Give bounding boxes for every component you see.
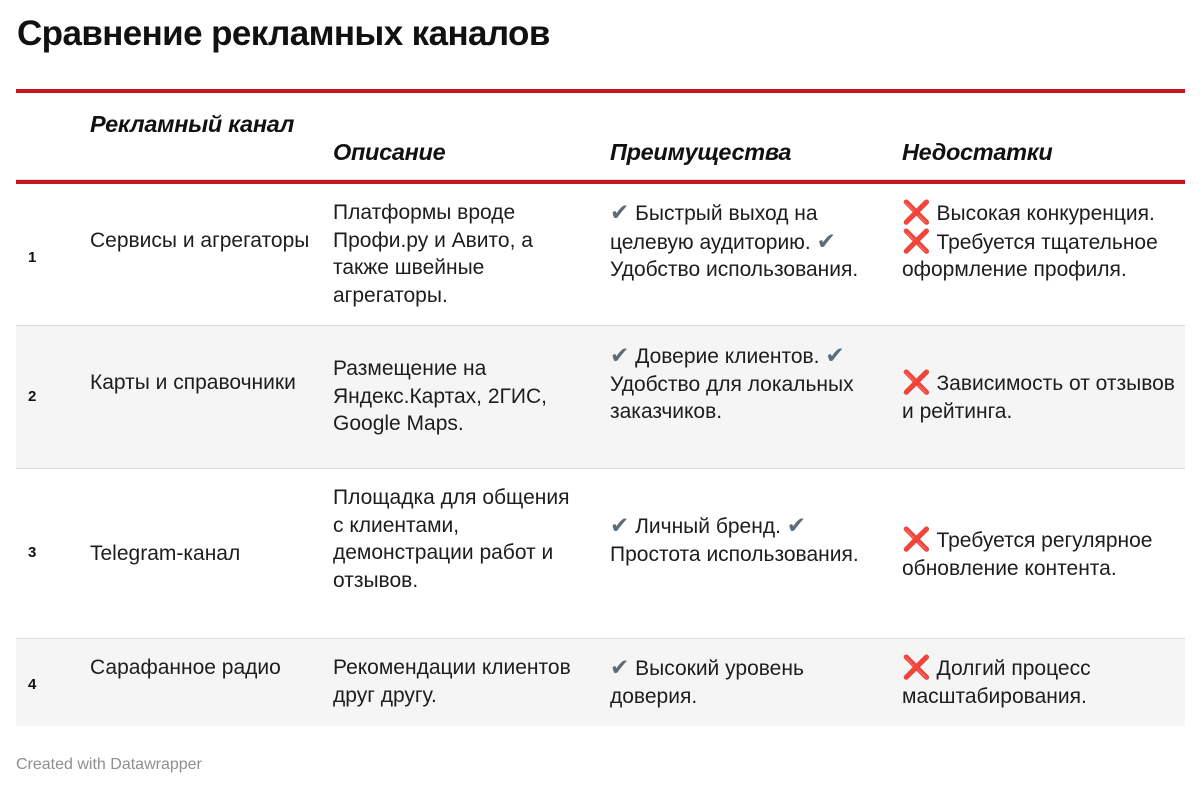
advantages-cell	[610, 199, 870, 284]
disadvantages-cell	[902, 369, 1182, 425]
header-channel: Рекламный канал	[90, 111, 295, 137]
header-description: Описание	[333, 139, 446, 165]
cross-icon: ❌	[902, 199, 931, 225]
comparison-table	[16, 89, 1185, 726]
row-number: 3	[28, 544, 37, 561]
description-cell: Платформы вроде Профи.ру и Авито, а также швейные агрегаторы.	[333, 201, 533, 307]
header-disadvantages: Недостатки	[902, 139, 1053, 165]
advantages-cell	[610, 654, 870, 710]
advantages-cell	[610, 512, 870, 568]
check-icon: ✔	[610, 342, 630, 368]
advantage-text: Быстрый выход на целевую аудиторию.	[610, 202, 818, 254]
table-row	[16, 469, 1185, 639]
check-icon: ✔	[825, 342, 845, 368]
cross-icon: ❌	[902, 526, 931, 552]
disadvantages-cell	[902, 654, 1182, 710]
channel-cell: Telegram-канал	[90, 542, 241, 565]
channel-cell: Карты и справочники	[90, 371, 296, 394]
check-icon: ✔	[610, 654, 630, 680]
cross-icon: ❌	[902, 227, 931, 254]
row-number: 1	[28, 249, 37, 266]
disadvantages-cell	[902, 199, 1182, 284]
advantages-cell	[610, 342, 870, 426]
advantage-text: Удобство использования.	[610, 258, 859, 281]
disadvantages-cell	[902, 526, 1182, 582]
disadvantage-text: Требуется регулярное обновление контента.	[902, 529, 1153, 580]
disadvantage-text: Долгий процесс масштабирования.	[902, 657, 1091, 708]
advantage-text: Доверие клиентов.	[635, 345, 820, 368]
disadvantage-text: Высокая конкуренция.	[936, 202, 1155, 225]
disadvantage-text: Зависимость от отзывов и рейтинга.	[902, 372, 1175, 423]
advantage-text: Высокий уровень доверия.	[610, 657, 804, 708]
table-row	[16, 326, 1185, 469]
datawrapper-credit: Created with Datawrapper	[16, 756, 202, 773]
table-row	[16, 184, 1185, 326]
advantage-text: Простота использования.	[610, 542, 859, 566]
description-cell: Площадка для общения с клиентами, демонстрации работ и отзывов.	[333, 486, 570, 592]
row-number: 4	[28, 676, 37, 693]
check-icon: ✔	[610, 512, 630, 538]
cross-icon: ❌	[902, 369, 931, 395]
disadvantage-text: Требуется тщательное оформление профиля.	[902, 230, 1158, 281]
channel-cell: Сарафанное радио	[90, 656, 281, 679]
description-cell: Рекомендации клиентов друг другу.	[333, 656, 571, 707]
row-number: 2	[28, 388, 37, 405]
cross-icon: ❌	[902, 654, 931, 680]
header-advantages: Преимущества	[610, 139, 792, 165]
table-title: Сравнение рекламных каналов	[17, 14, 550, 53]
channel-cell: Сервисы и агрегаторы	[90, 229, 310, 252]
advantage-text: Личный бренд.	[635, 515, 781, 538]
check-icon: ✔	[816, 227, 836, 254]
check-icon: ✔	[786, 512, 807, 538]
advantage-text: Удобство для локальных заказчиков.	[610, 372, 854, 423]
check-icon: ✔	[610, 199, 630, 225]
description-cell: Размещение на Яндекс.Картах, 2ГИС, Google Maps.	[333, 357, 547, 435]
table-header-row	[16, 93, 1185, 180]
table-row	[16, 639, 1185, 726]
